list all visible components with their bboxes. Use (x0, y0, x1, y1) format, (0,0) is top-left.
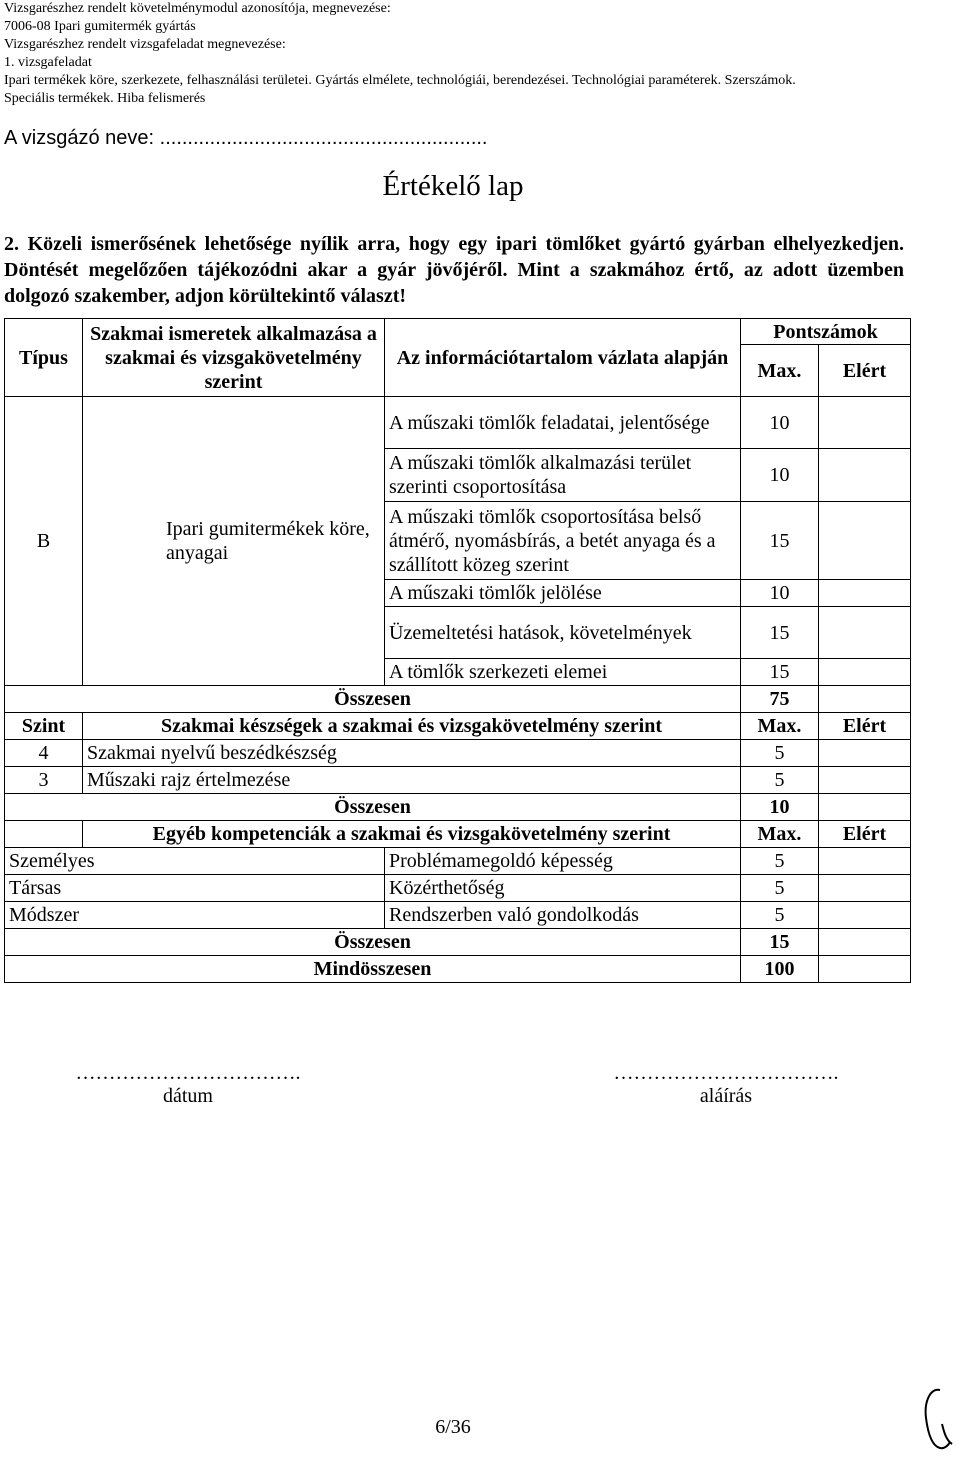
skill-level: 3 (5, 767, 83, 794)
info-item-max: 10 (741, 449, 819, 502)
skill-level: 4 (5, 740, 83, 767)
skill-max: 5 (741, 740, 819, 767)
page-title: Értékelő lap (382, 170, 524, 202)
competency-total-value: 15 (741, 929, 819, 956)
header-line: 1. vizsgafeladat (4, 55, 92, 70)
competency-header-title: Egyéb kompetenciák a szakmai és vizsgakövetelmény szerint (83, 821, 741, 848)
header-line: Ipari termékek köre, szerkezete, felhasználási területei. Gyártás elmélete, technológiái, berendezései. Technológiai paraméterek. Szerszámok. (4, 73, 796, 88)
knowledge-value: Ipari gumitermékek köre, anyagai (83, 397, 385, 686)
info-item: A műszaki tömlők feladatai, jelentősége (385, 397, 741, 449)
subtotal-achieved[interactable] (819, 686, 911, 713)
competency-text: Rendszerben való gondolkodás (385, 902, 741, 929)
competency-total-label: Összesen (5, 929, 741, 956)
info-item-max: 15 (741, 607, 819, 659)
date-label: dátum (163, 1085, 213, 1107)
signature-label: aláírás (699, 1085, 753, 1107)
info-item: A műszaki tömlők alkalmazási terület szerinti csoportosítása (385, 449, 741, 502)
signature-block (586, 1062, 866, 1108)
info-item-achieved[interactable] (819, 397, 911, 449)
page-number: 6/36 (435, 1416, 471, 1438)
info-item-achieved[interactable] (819, 502, 911, 580)
col-header-type: Típus (5, 319, 83, 397)
skills-total-value: 10 (741, 794, 819, 821)
task-description: 2. Közeli ismerősének lehetősége nyílik arra, hogy egy ipari tömlőket gyártó gyárban elhelyezkedjen. Döntését megelőzően tájékozódni akar a gyár jövőjéről. Mint a szakmához értő, az adott üzemben dolgozó szakember, adjon körültekintő választ! (4, 233, 904, 307)
info-item-max: 15 (741, 659, 819, 686)
skills-total-achieved[interactable] (819, 794, 911, 821)
competency-achieved[interactable] (819, 848, 911, 875)
grand-total-achieved[interactable] (819, 956, 911, 983)
examinee-name-label: A vizsgázó neve: ........................................................... (4, 127, 488, 149)
skills-header-max: Max. (741, 713, 819, 740)
col-header-points: Pontszámok (741, 319, 911, 345)
competency-header-empty (5, 821, 83, 848)
skills-header-title: Szakmai készségek a szakmai és vizsgakövetelmény szerint (83, 713, 741, 740)
col-header-knowledge: Szakmai ismeretek alkalmazása a szakmai és vizsgakövetelmény szerint (83, 319, 385, 397)
info-item: Üzemeltetési hatások, követelmények (385, 607, 741, 659)
competency-category: Módszer (5, 902, 385, 929)
col-header-elert: Elért (819, 345, 911, 397)
skills-total-label: Összesen (5, 794, 741, 821)
skill-text: Műszaki rajz értelmezése (83, 767, 741, 794)
skills-header-level: Szint (5, 713, 83, 740)
competency-text: Problémamegoldó képesség (385, 848, 741, 875)
header-line: Vizsgarészhez rendelt követelménymodul azonosítója, megnevezése: (4, 1, 391, 16)
competency-category: Személyes (5, 848, 385, 875)
info-item: A tömlők szerkezeti elemei (385, 659, 741, 686)
competency-achieved[interactable] (819, 875, 911, 902)
header-line: Speciális termékek. Hiba felismerés (4, 91, 206, 106)
info-item: A műszaki tömlők jelölése (385, 580, 741, 607)
competency-text: Közérthetőség (385, 875, 741, 902)
evaluation-table (4, 318, 911, 983)
col-header-info: Az információtartalom vázlata alapján (385, 319, 741, 397)
info-item: A műszaki tömlők csoportosítása belső átmérő, nyomásbírás, a betét anyaga és a szállított közeg szerint (385, 502, 741, 580)
skill-achieved[interactable] (819, 767, 911, 794)
header-line: 7006-08 Ipari gumitermék gyártás (4, 19, 196, 34)
info-item-achieved[interactable] (819, 580, 911, 607)
type-value: B (5, 397, 83, 686)
competency-max: 5 (741, 875, 819, 902)
competency-category: Társas (5, 875, 385, 902)
info-item-achieved[interactable] (819, 659, 911, 686)
col-header-max: Max. (741, 345, 819, 397)
subtotal-value: 75 (741, 686, 819, 713)
info-item-achieved[interactable] (819, 607, 911, 659)
header-line: Vizsgarészhez rendelt vizsgafeladat megnevezése: (4, 37, 286, 52)
competency-header-max: Max. (741, 821, 819, 848)
skill-achieved[interactable] (819, 740, 911, 767)
info-item-max: 10 (741, 580, 819, 607)
info-item-max: 10 (741, 397, 819, 449)
document-header (4, 0, 956, 108)
info-item-achieved[interactable] (819, 449, 911, 502)
skill-max: 5 (741, 767, 819, 794)
competency-header-elert: Elért (819, 821, 911, 848)
subtotal-label: Összesen (5, 686, 741, 713)
competency-max: 5 (741, 848, 819, 875)
grand-total-value: 100 (741, 956, 819, 983)
skills-header-elert: Elért (819, 713, 911, 740)
signature-dotted-line: ……………………………. (613, 1062, 839, 1084)
info-item-max: 15 (741, 502, 819, 580)
skill-text: Szakmai nyelvű beszédkészség (83, 740, 741, 767)
competency-max: 5 (741, 902, 819, 929)
date-signature-block (48, 1062, 328, 1108)
grand-total-label: Mindösszesen (5, 956, 741, 983)
competency-achieved[interactable] (819, 902, 911, 929)
competency-total-achieved[interactable] (819, 929, 911, 956)
handwritten-mark-icon (920, 1384, 956, 1456)
date-dotted-line: ……………………………. (75, 1062, 301, 1084)
